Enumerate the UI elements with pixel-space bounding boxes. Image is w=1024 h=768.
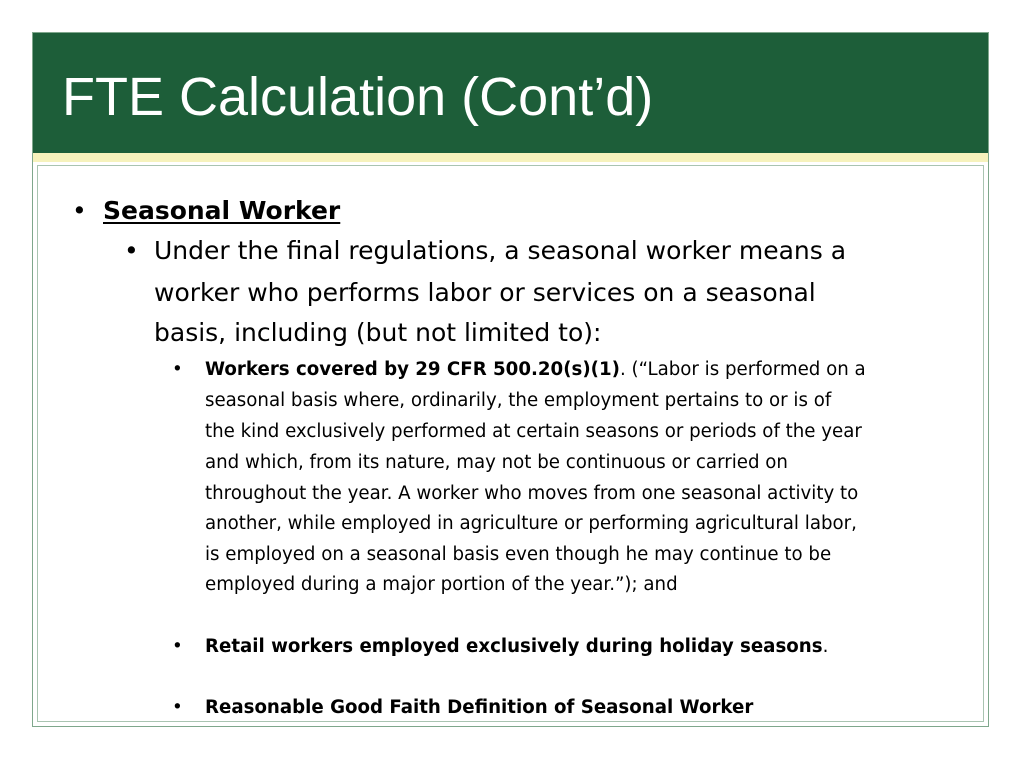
bullet-marker: • bbox=[72, 196, 87, 225]
level3-line: is employed on a seasonal basis even though he may continue to be bbox=[205, 544, 832, 565]
level3-line: another, while employed in agriculture or performing agricultural labor, bbox=[205, 513, 857, 534]
level1-item bbox=[103, 191, 340, 231]
level3-text: . bbox=[822, 636, 829, 657]
level3-line: throughout the year. A worker who moves from one seasonal activity to bbox=[205, 483, 859, 504]
bullet-marker: • bbox=[172, 359, 183, 380]
slide-title: FTE Calculation (Cont’d) bbox=[62, 67, 654, 127]
bullet-marker: • bbox=[172, 636, 183, 657]
cfr-reference: Workers covered by 29 CFR 500.20(s)(1) bbox=[205, 359, 620, 380]
level3-line: the kind exclusively performed at certain seasons or periods of the year bbox=[205, 421, 862, 442]
retail-workers-text: Retail workers employed exclusively during holiday seasons bbox=[205, 636, 823, 657]
bullet-marker: • bbox=[124, 236, 139, 265]
level3-item-first-line bbox=[205, 355, 866, 386]
level3-text: . (“Labor is performed on a bbox=[619, 359, 866, 380]
good-faith-definition-text: Reasonable Good Faith Definition of Seasonal Worker bbox=[205, 697, 754, 718]
level3-line: employed during a major portion of the year.”); and bbox=[205, 574, 678, 595]
level3-line: seasonal basis where, ordinarily, the employment pertains to or is of bbox=[205, 390, 832, 411]
bullet-marker: • bbox=[172, 697, 183, 718]
level3-item bbox=[205, 632, 828, 663]
level2-line: worker who performs labor or services on a seasonal bbox=[154, 278, 816, 307]
level3-item bbox=[205, 693, 753, 724]
seasonal-worker-heading: Seasonal Worker bbox=[103, 196, 341, 225]
level2-line: basis, including (but not limited to): bbox=[154, 318, 602, 347]
level3-line: and which, from its nature, may not be continuous or carried on bbox=[205, 452, 788, 473]
level2-line: Under the final regulations, a seasonal worker means a bbox=[154, 236, 847, 265]
